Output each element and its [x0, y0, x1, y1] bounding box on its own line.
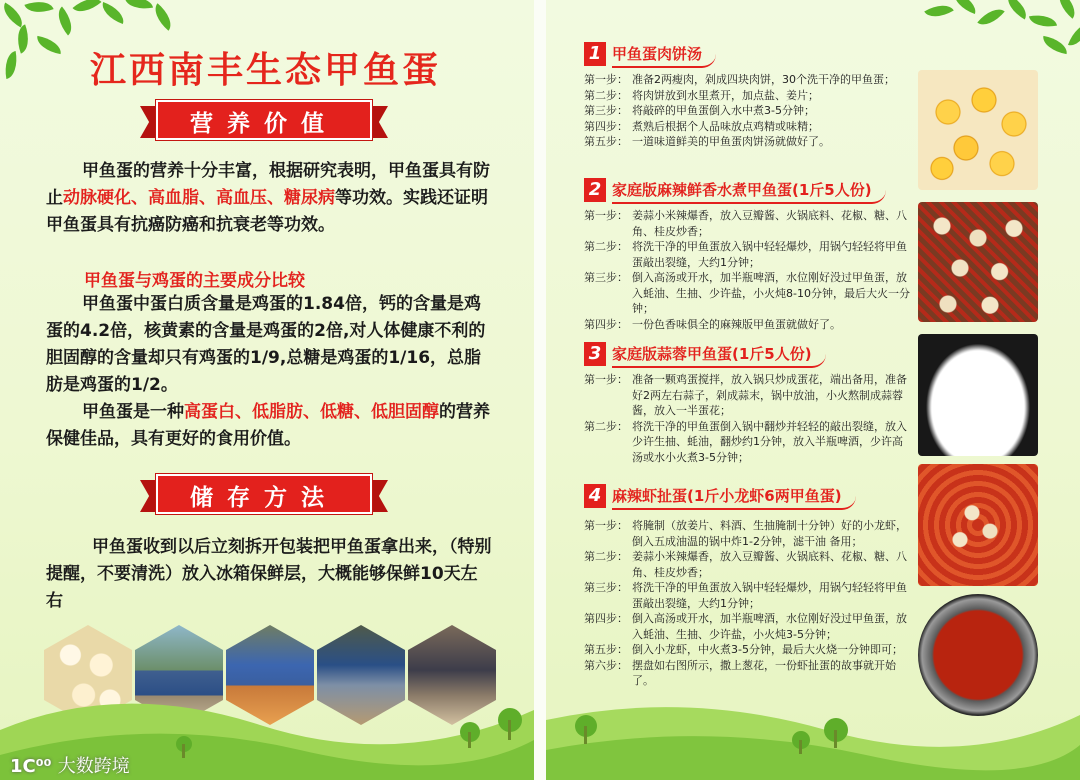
step-text: 倒入小龙虾，中火煮3-5分钟，最后大火烧一分钟即可； — [632, 643, 903, 656]
step-label: 第四步： — [584, 612, 628, 625]
step-label: 第六步： — [584, 658, 628, 672]
photo-garlic-eggs — [918, 334, 1038, 456]
page-title: 江西南丰生态甲鱼蛋 — [90, 50, 442, 91]
recipe-number: 3 — [584, 342, 606, 366]
page-fold — [534, 0, 546, 780]
storage-paragraph: 甲鱼蛋收到以后立刻拆开包装把甲鱼蛋拿出来，（特别提醒，不要清洗）放入冰箱保鲜层，大概能够保鲜10天左右 — [46, 537, 492, 611]
recipe-step — [584, 270, 912, 317]
recipe-step — [584, 549, 912, 580]
step-text: 将敲碎的甲鱼蛋倒入水中煮3-5分钟； — [632, 104, 815, 117]
photo-crayfish-plate — [918, 464, 1038, 586]
photo-spicy-eggs — [918, 202, 1038, 322]
step-label: 第二步： — [584, 550, 628, 563]
recipe-number: 1 — [584, 42, 606, 66]
recipe-step — [584, 72, 912, 88]
step-text: 将腌制（放姜片、料酒、生抽腌制十分钟）好的小龙虾，倒入五成油温的锅中炸1-2分钟，滤干油 备用； — [632, 519, 907, 548]
step-text: 姜蒜小米辣爆香，放入豆瓣酱、火锅底料、花椒、糖、八角、桂皮炒香； — [632, 550, 907, 579]
recipe-step — [584, 317, 912, 333]
step-text: 倒入高汤或开水，加半瓶啤酒，水位刚好没过甲鱼蛋，放入蚝油、生抽、少许盐，小火炖3-5分钟； — [632, 612, 907, 641]
step-label: 第三步： — [584, 581, 628, 594]
step-text: 将洗干净的甲鱼蛋放入锅中轻轻爆炒，用锅勺轻轻将甲鱼蛋敲出裂缝，大约1分钟； — [632, 581, 907, 610]
recipe-step — [584, 134, 912, 150]
recipe-step — [584, 611, 912, 642]
left-panel — [0, 0, 534, 780]
step-text: 煮熟后根据个人品味放点鸡精或味精； — [632, 119, 819, 133]
recipe-step — [584, 372, 912, 419]
recipe-step — [584, 419, 912, 466]
summary-paragraph — [46, 399, 494, 453]
recipe-3-steps — [584, 372, 912, 465]
step-label: 第二步： — [584, 419, 628, 433]
storage-banner-label: 储存方法 — [190, 485, 338, 511]
right-panel — [546, 0, 1080, 780]
recipe-number: 4 — [584, 484, 606, 508]
watermark-logo-icon: 1C⁰⁰ — [10, 756, 58, 777]
body-text: 甲鱼蛋是一种 — [82, 402, 184, 422]
nutrition-paragraph — [46, 158, 494, 239]
body-text: 等功效。实践还证明甲鱼蛋具有抗癌防癌和抗衰老等功效。 — [46, 188, 488, 235]
recipe-title: 家庭版麻辣鲜香水煮甲鱼蛋(1斤5人份) — [612, 178, 886, 204]
nutrition-banner-label: 营养价值 — [190, 111, 338, 137]
recipe-4-steps — [584, 518, 912, 689]
step-text: 将洗干净的甲鱼蛋放入锅中轻轻爆炒，用锅勺轻轻将甲鱼蛋敲出裂缝，大约1分钟； — [632, 240, 907, 269]
recipe-step — [584, 103, 912, 119]
recipe-step — [584, 88, 912, 104]
recipe-step — [584, 239, 912, 270]
step-text: 一份色香味俱全的麻辣版甲鱼蛋就做好了。 — [632, 317, 841, 331]
step-text: 准备一颗鸡蛋搅拌，放入锅只炒成蛋花，端出备用，准备好2两左右蒜子，剁成蒜末，锅中放油，小火熬制成蒜蓉酱，放入一半蛋花； — [632, 373, 907, 417]
photo-egg-yolks — [918, 70, 1038, 190]
watermark: 1C⁰⁰ 大数跨境 — [10, 756, 130, 777]
storage-banner — [140, 474, 388, 514]
step-label: 第三步： — [584, 271, 628, 284]
recipe-step — [584, 208, 912, 239]
step-label: 第五步： — [584, 643, 628, 656]
step-text: 倒入高汤或开水，加半瓶啤酒，水位刚好没过甲鱼蛋，放入蚝油、生抽、少许盐，小火炖8-10分钟，最后大火一分钟； — [632, 271, 910, 315]
step-text: 将洗干净的甲鱼蛋倒入锅中翻炒并轻轻的敲出裂缝，放入少许生抽、蚝油，翻炒约1分钟，放入半瓶啤酒，少许高汤或水小火煮3-5分钟； — [632, 419, 907, 464]
step-text: 姜蒜小米辣爆香，放入豆瓣酱、火锅底料、花椒、糖、八角、桂皮炒香； — [632, 209, 907, 238]
step-label: 第一步： — [584, 73, 628, 86]
nutrition-banner — [140, 100, 388, 140]
step-label: 第一步： — [584, 519, 628, 532]
step-label: 第一步： — [584, 373, 628, 386]
highlight-text: 高蛋白、低脂肪、低糖、低胆固醇 — [184, 402, 439, 422]
comparison-heading: 甲鱼蛋与鸡蛋的主要成分比较 — [84, 271, 305, 291]
hills-decoration — [546, 670, 1080, 780]
step-text: 一道味道鲜美的甲鱼蛋肉饼汤就做好了。 — [632, 135, 830, 148]
body-text: 甲鱼蛋的营养十分丰富，根据研究表明，甲鱼蛋具有防止 — [46, 161, 490, 208]
step-label: 第四步： — [584, 317, 628, 331]
recipe-step — [584, 580, 912, 611]
comparison-paragraph: 甲鱼蛋中蛋白质含量是鸡蛋的1.84倍，钙的含量是鸡蛋的4.2倍，核黄素的含量是鸡蛋的2倍,对人体健康不利的胆固醇的含量却只有鸡蛋的1/9,总糖是鸡蛋的1/16，总脂肪是鸡蛋的1/2。 — [46, 294, 486, 395]
recipe-step — [584, 642, 912, 658]
step-label: 第三步： — [584, 104, 628, 117]
recipe-title: 家庭版蒜蓉甲鱼蛋(1斤5人份) — [612, 342, 826, 368]
recipe-number: 2 — [584, 178, 606, 202]
recipe-step — [584, 518, 912, 549]
recipe-1-steps — [584, 72, 912, 150]
step-label: 第一步： — [584, 209, 628, 222]
body-text: 的营养保健佳品，具有更好的食用价值。 — [46, 402, 490, 449]
step-text: 准备2两瘦肉，剁成四块肉饼，30个洗干净的甲鱼蛋； — [632, 73, 895, 86]
step-text: 摆盘如右图所示，撒上葱花，一份虾扯蛋的故事就开始了。 — [632, 658, 896, 687]
step-label: 第二步： — [584, 88, 628, 102]
recipe-2-steps — [584, 208, 912, 332]
step-text: 将肉饼放到水里煮开，加点盐、姜片； — [632, 88, 819, 102]
recipe-title: 麻辣虾扯蛋(1斤小龙虾6两甲鱼蛋) — [612, 484, 856, 510]
step-label: 第二步： — [584, 240, 628, 253]
recipe-step — [584, 119, 912, 135]
highlight-text: 动脉硬化、高血脂、高血压、糖尿病 — [63, 188, 335, 208]
step-label: 第四步： — [584, 119, 628, 133]
recipe-title: 甲鱼蛋肉饼汤 — [612, 42, 716, 68]
step-label: 第五步： — [584, 135, 628, 148]
